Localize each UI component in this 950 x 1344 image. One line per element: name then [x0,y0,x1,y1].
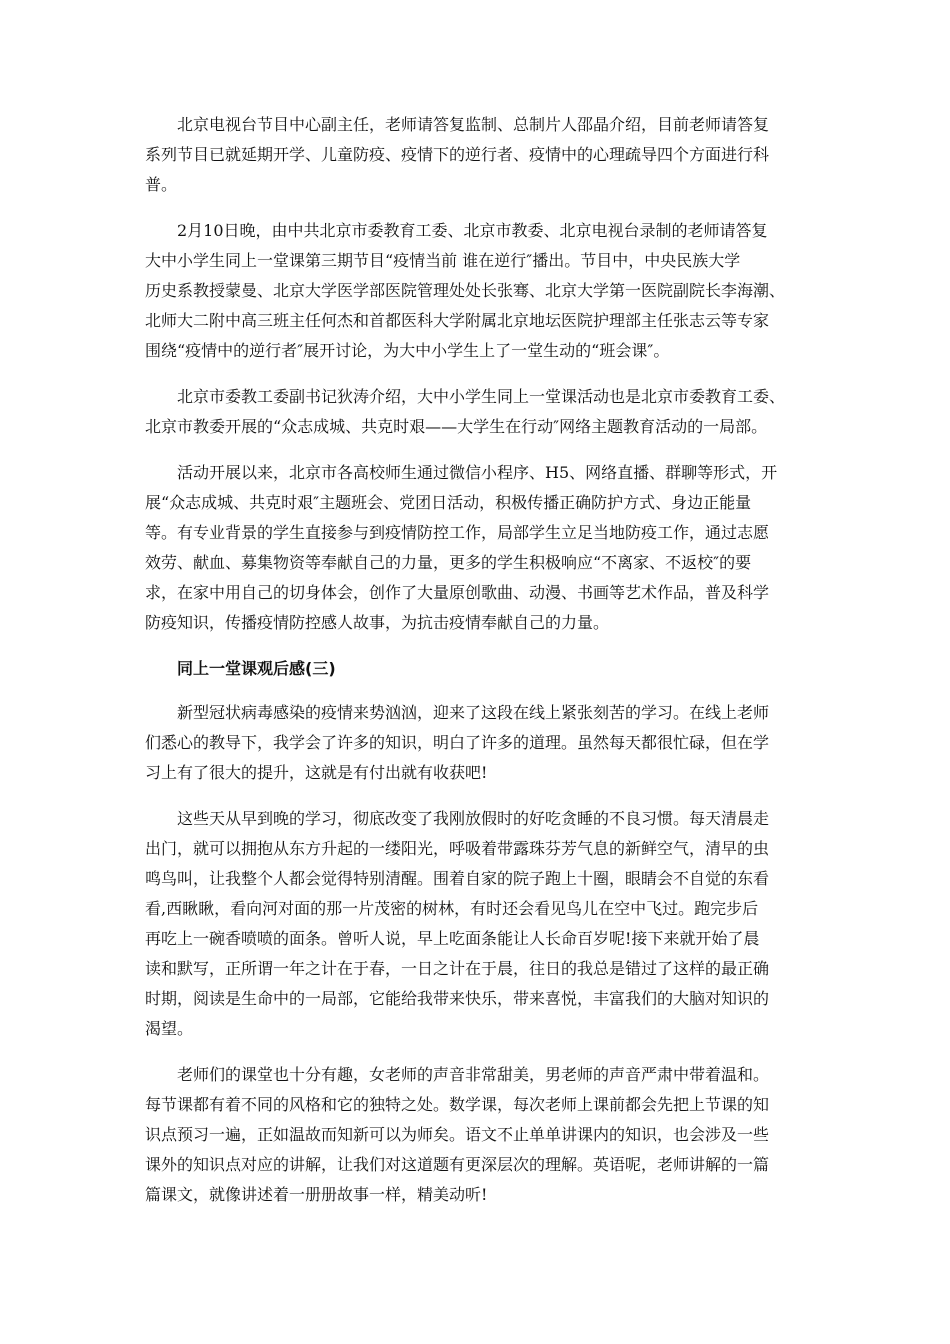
text-line: 新型冠状病毒感染的疫情来势汹汹，迎来了这段在线上紧张刻苦的学习。在线上老师 [177,703,770,722]
text-line: 这些天从早到晚的学习，彻底改变了我刚放假时的好吃贪睡的不良习惯。每天清晨走 [177,809,770,828]
text-line: 每节课都有着不同的风格和它的独特之处。数学课，每次老师上课前都会先把上节课的知 [145,1095,770,1114]
text-line: 出门，就可以拥抱从东方升起的一缕阳光，呼吸着带露珠芬芳气息的新鲜空气，清早的虫 [145,839,770,858]
text-line: 防疫知识，传播疫情防控感人故事，为抗击疫情奉献自己的力量。 [145,613,610,632]
paragraph-daily-routine [145,804,825,1044]
text-line: 北京市委教工委副书记狄涛介绍，大中小学生同上一堂课活动也是北京市委教育工委、 [177,387,786,406]
text-line: 活动开展以来，北京市各高校师生通过微信小程序、H5、网络直播、群聊等形式，开 [177,463,778,482]
document-page [145,110,825,1226]
text-line: 效劳、献血、募集物资等奉献自己的力量，更多的学生积极响应“不离家、不返校″的要 [145,553,752,572]
text-line: 识点预习一遍，正如温故而知新可以为师矣。语文不止单单讲课内的知识，也会涉及一些 [145,1125,770,1144]
text-line: 等。有专业背景的学生直接参与到疫情防控工作，局部学生立足当地防疫工作，通过志愿 [145,523,770,542]
text-line: 习上有了很大的提升，这就是有付出就有收获吧! [145,763,488,782]
paragraph-feb10-broadcast [145,216,825,366]
text-line: 求，在家中用自己的切身体会，创作了大量原创歌曲、动漫、书画等艺术作品，普及科学 [145,583,770,602]
text-line: 北京电视台节目中心副主任，老师请答复监制、总制片人邵晶介绍，目前老师请答复 [177,115,770,134]
paragraph-classroom [145,1060,825,1210]
text-line: 课外的知识点对应的讲解，让我们对这道题有更深层次的理解。英语呢，老师讲解的一篇 [145,1155,770,1174]
text-line: 渴望。 [145,1019,194,1038]
text-line: 篇课文，就像讲述着一册册故事一样，精美动听! [145,1185,488,1204]
text-line: 普。 [145,175,178,194]
text-line: 大中小学生同上一堂课第三期节目“疫情当前 谁在逆行″播出。节目中，中央民族大学 [145,251,741,270]
text-line: 读和默写，正所谓一年之计在于春，一日之计在于晨，往日的我总是错过了这样的最正确 [145,959,770,978]
paragraph-online-learning [145,698,825,788]
text-line: 系列节目已就延期开学、儿童防疫、疫情下的逆行者、疫情中的心理疏导四个方面进行科 [145,145,770,164]
paragraph-activities [145,458,825,638]
text-line: 围绕“疫情中的逆行者″展开讨论，为大中小学生上了一堂生动的“班会课″。 [145,341,670,360]
text-line: 北京市教委开展的“众志成城、共克时艰——大学生在行动″网络主题教育活动的一局部。 [145,417,768,436]
section-heading: 同上一堂课观后感(三) [177,659,336,678]
text-line: 北师大二附中高三班主任何杰和首都医科大学附属北京地坛医院护理部主任张志云等专家 [145,311,770,330]
text-line: 们悉心的教导下，我学会了许多的知识，明白了许多的道理。虽然每天都很忙碌，但在学 [145,733,770,752]
text-line: 展“众志成城、共克时艰″主题班会、党团日活动，积极传播正确防护方式、身边正能量 [145,493,752,512]
paragraph-program-intro [145,110,825,200]
text-line: 鸣鸟叫，让我整个人都会觉得特别清醒。围着自家的院子跑上十圈，眼睛会不自觉的东看 [145,869,770,888]
text-line: 老师们的课堂也十分有趣，女老师的声音非常甜美，男老师的声音严肃中带着温和。 [177,1065,770,1084]
text-line: 历史系教授蒙曼、北京大学医学部医院管理处处长张骞、北京大学第一医院副院长李海潮、 [145,281,786,300]
paragraph-committee-intro [145,382,825,442]
text-line: 看,西瞅瞅，看向河对面的那一片茂密的树林，有时还会看见鸟儿在空中飞过。跑完步后 [145,899,759,918]
text-line: 再吃上一碗香喷喷的面条。曾听人说，早上吃面条能让人长命百岁呢!接下来就开始了晨 [145,929,760,948]
text-line: 2月10日晚，由中共北京市委教育工委、北京市教委、北京电视台录制的老师请答复 [177,221,768,240]
text-line: 时期，阅读是生命中的一局部，它能给我带来快乐，带来喜悦，丰富我们的大脑对知识的 [145,989,770,1008]
